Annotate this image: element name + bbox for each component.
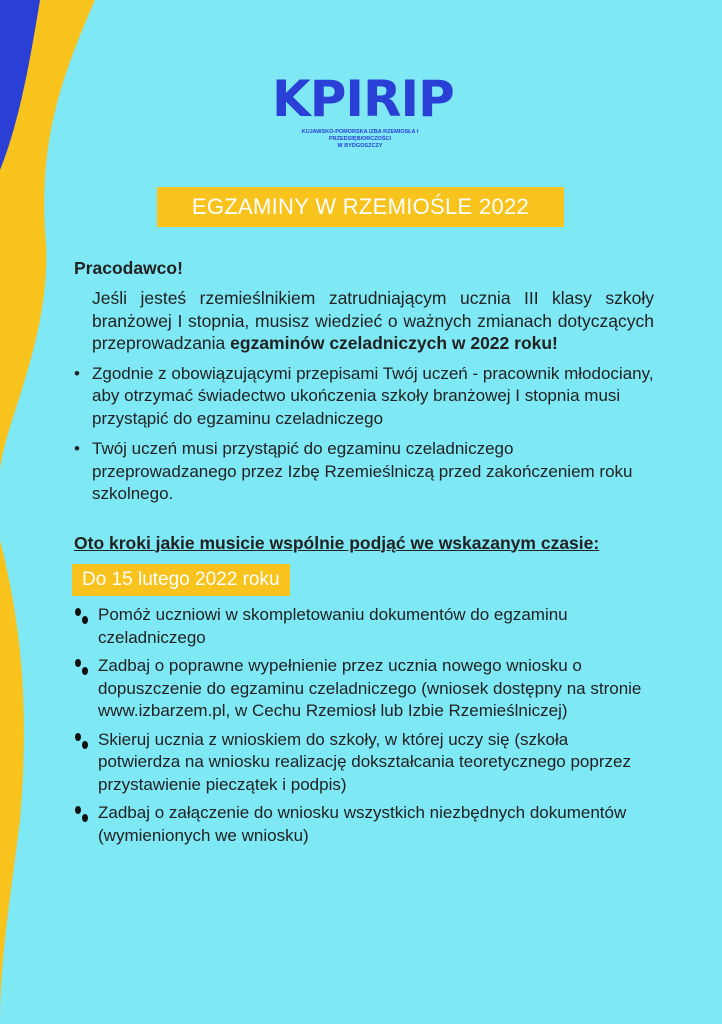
step-text: Pomóż uczniowi w skompletowaniu dokumentów do egzaminu czeladniczego (98, 605, 568, 647)
step-text: Skieruj ucznia z wnioskiem do szkoły, w której uczy się (szkoła potwierdza na wniosku realizację dokształcania teoretycznego poprzez przystawienie pieczątek i podpis) (98, 729, 631, 794)
bottom-left-yellow-wave (0, 540, 24, 1024)
title-banner (157, 187, 564, 227)
steps-title: Oto kroki jakie musicie wspólnie podjąć we wskazanym czasie: (74, 532, 600, 553)
step-item (74, 655, 654, 723)
banner-title: EGZAMINY W RZEMIOŚLE 2022 (191, 194, 530, 219)
intro-paragraph (92, 287, 654, 355)
logo-subtitle (272, 129, 448, 150)
footprints-icon (74, 659, 90, 677)
footprints-icon (74, 608, 90, 626)
steps-list (74, 604, 654, 847)
bullet-list (74, 363, 654, 506)
intro-text: Jeśli jesteś rzemieślnikiem zatrudniającym ucznia III klasy szkoły branżowej I stopnia, musisz wiedzieć o ważnych zmianach dotyczących przeprowadzania (92, 288, 654, 353)
date-badge: Do 15 lutego 2022 roku (72, 564, 290, 596)
kpirip-logo (272, 70, 454, 150)
main-content (74, 258, 654, 853)
step-item (74, 802, 654, 847)
step-text: Zadbaj o poprawne wypełnienie przez ucznia nowego wniosku o dopuszczenie do egzaminu czeladniczego (wniosek dostępny na stronie www.izbarzem.pl, w Cechu Rzemiosł lub Izbie Rzemieślniczej) (98, 656, 642, 720)
footprints-icon (74, 806, 90, 824)
footprints-icon (74, 733, 90, 751)
bullet-item: • Zgodnie z obowiązującymi przepisami Twój uczeń - pracownik młodociany, aby otrzymać świadectwo ukończenia szkoły branżowej I stopnia musi przystąpić do egzaminu czeladniczego (74, 363, 654, 431)
logo-subtitle-line1: KUJAWSKO-POMORSKA IZBA RZEMIOSŁA I PRZEDSIĘBIORCZOŚCI (301, 129, 419, 142)
logo-subtitle-line2: W BYDGOSZCZY (337, 143, 383, 149)
intro-bold: egzaminów czeladniczych w 2022 roku! (230, 333, 558, 353)
greeting: Pracodawco! (74, 258, 183, 278)
logo-text: KPIRIP (272, 70, 454, 128)
step-item (74, 604, 654, 649)
step-text: Zadbaj o załączenie do wniosku wszystkich niezbędnych dokumentów (wymienionych we wniosku) (98, 803, 627, 845)
step-item (74, 729, 654, 797)
bullet-item: • Twój uczeń musi przystąpić do egzaminu czeladniczego przeprowadzanego przez Izbę Rzemieślniczą przed zakończeniem roku szkolnego. (74, 438, 654, 506)
